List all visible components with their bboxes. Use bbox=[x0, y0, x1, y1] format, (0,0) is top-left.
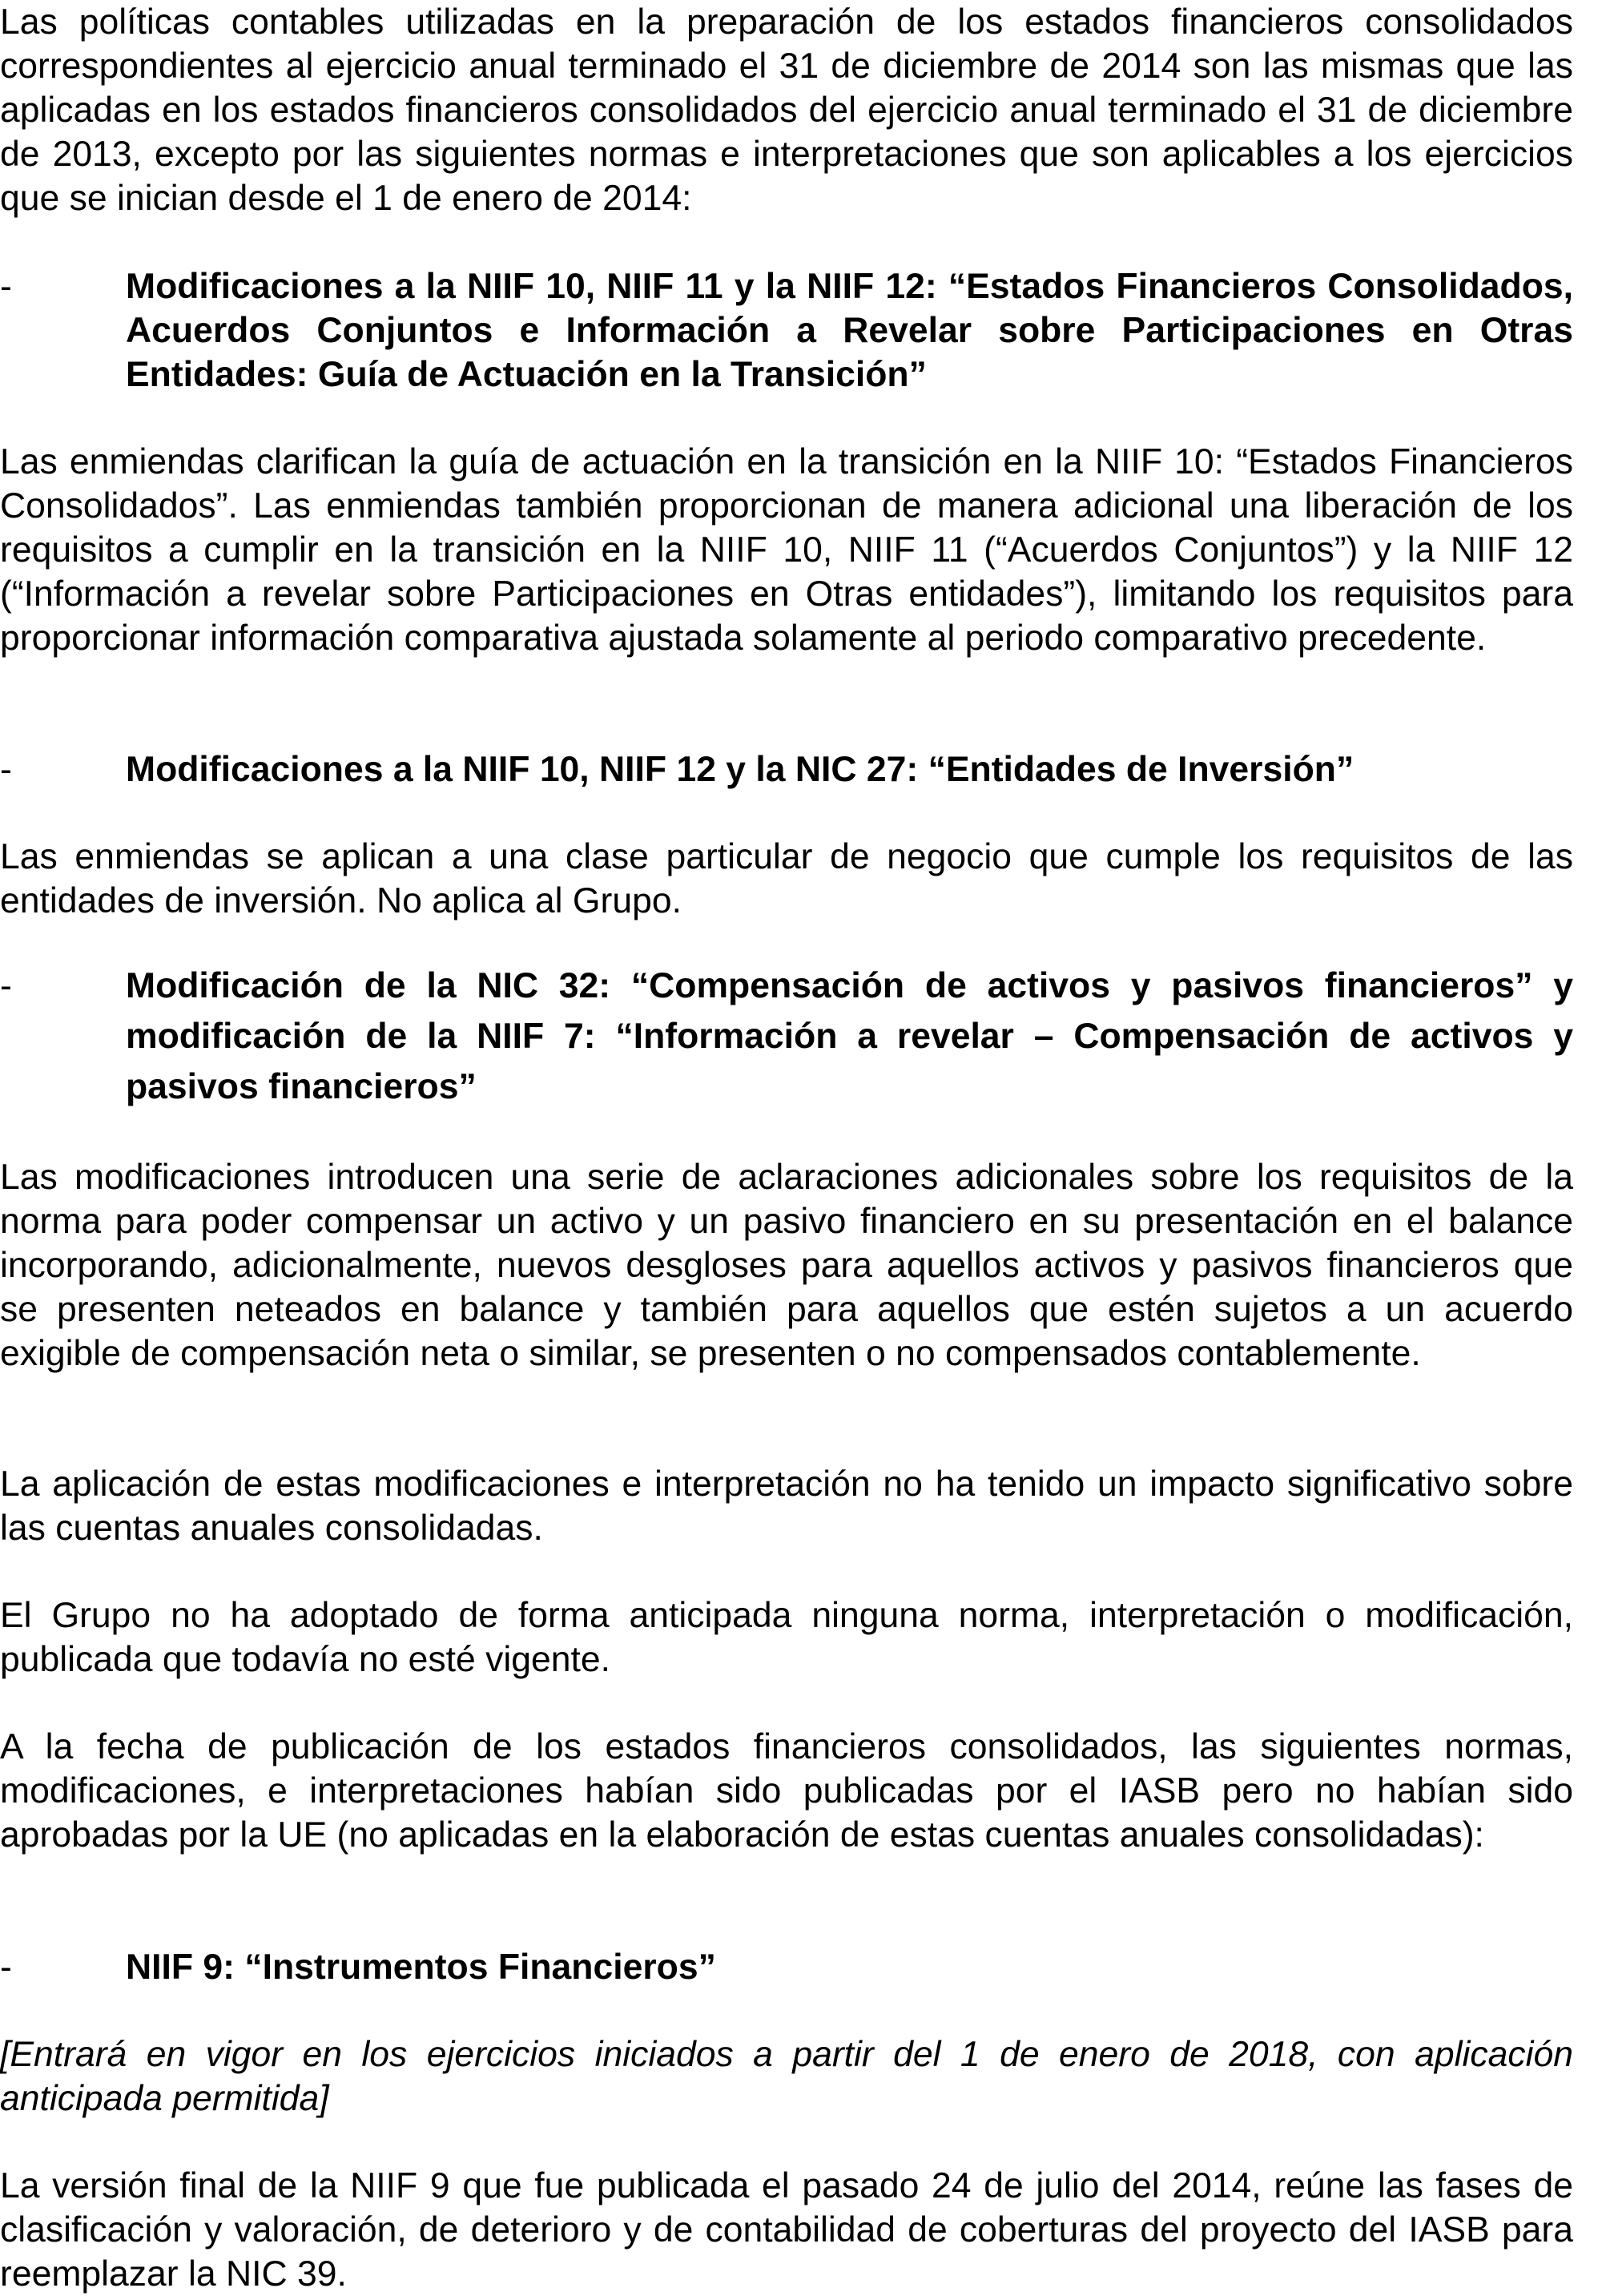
bullet-dash: - bbox=[0, 750, 12, 789]
bullet-dash: - bbox=[0, 966, 12, 1005]
impact-paragraph: La aplicación de estas modificaciones e interpretación no ha tenido un impacto significativo sobre las cuentas anuales consolidadas. bbox=[0, 1464, 1573, 1548]
pending-standards-paragraph: A la fecha de publicación de los estados financieros consolidados, las siguientes normas, modificaciones, e interpretaciones habían sido publicadas por el IASB pero no habían sido aprobadas por la UE (no aplicadas en la elaboración de estas cuentas anuales consolidadas): bbox=[0, 1727, 1573, 1855]
intro-paragraph: Las políticas contables utilizadas en la preparación de los estados financieros consolidados correspondientes al ejercicio anual terminado el 31 de diciembre de 2014 son las mismas que las aplicadas en los estados financieros consolidados del ejercicio anual terminado el 31 de diciembre de 2013, excepto por las siguientes normas e interpretaciones que son aplicables a los ejercicios que se inician desde el 1 de enero de 2014: bbox=[0, 2, 1573, 218]
bullet-heading-investment-entities bbox=[0, 747, 1354, 792]
offsetting-paragraph: Las modificaciones introducen una serie de aclaraciones adicionales sobre los requisitos de la norma para poder compensar un activo y un pasivo financiero en su presentación en el balance incorporando, adicionalmente, nuevos desgloses para aquellos activos y pasivos financieros que se presenten neteados en balance y también para aquellos que estén sujetos a un acuerdo exigible de compensación neta o similar, se presenten o no compensados contablemente. bbox=[0, 1158, 1573, 1373]
early-adoption-paragraph: El Grupo no ha adoptado de forma anticipada ninguna norma, interpretación o modificación, publicada que todavía no esté vigente. bbox=[0, 1596, 1573, 1679]
effective-date-note: [Entrará en vigor en los ejercicios iniciados a partir del 1 de enero de 2018, con aplicación anticipada permitida] bbox=[0, 2035, 1573, 2118]
transition-guidance-paragraph: Las enmiendas clarifican la guía de actuación en la transición en la NIIF 10: “Estados Financieros Consolidados”. Las enmiendas también proporcionan de manera adicional una liberación de los requisitos a cumplir en la transición en la NIIF 10, NIIF 11 (“Acuerdos Conjuntos”) y la NIIF 12 (“Información a revelar sobre Participaciones en Otras entidades”), limitando los requisitos para proporcionar información comparativa ajustada solamente al periodo comparativo precedente. bbox=[0, 442, 1573, 658]
bullet-dash: - bbox=[0, 267, 12, 306]
bullet-heading-text: NIIF 9: “Instrumentos Financieros” bbox=[126, 1948, 716, 1987]
bullet-heading-text: Modificaciones a la NIIF 10, NIIF 12 y la NIC 27: “Entidades de Inversión” bbox=[126, 750, 1354, 789]
bullet-heading-niif-9 bbox=[0, 1945, 716, 1989]
niif-9-final-version-paragraph: La versión final de la NIIF 9 que fue publicada el pasado 24 de julio del 2014, reúne las fases de clasificación y valoración, de deterioro y de contabilidad de coberturas del proyecto del IASB para reemplazar la NIC 39. bbox=[0, 2166, 1573, 2294]
bullet-heading-nic-32-niif-7 bbox=[0, 961, 1573, 1112]
bullet-heading-text: Modificaciones a la NIIF 10, NIIF 11 y la NIIF 12: “Estados Financieros Consolidados, Acuerdos Conjuntos e Información a Revelar sobre Participaciones en Otras Entidades: Guía de Actuación en la Transición” bbox=[126, 267, 1573, 394]
investment-entities-paragraph: Las enmiendas se aplican a una clase particular de negocio que cumple los requisitos de las entidades de inversión. No aplica al Grupo. bbox=[0, 837, 1573, 920]
bullet-heading-text: Modificación de la NIC 32: “Compensación de activos y pasivos financieros” y modificación de la NIIF 7: “Información a revelar – Compensación de activos y pasivos financieros” bbox=[126, 966, 1573, 1106]
bullet-heading-niif-10-11-12 bbox=[0, 264, 1573, 397]
bullet-dash: - bbox=[0, 1948, 12, 1987]
